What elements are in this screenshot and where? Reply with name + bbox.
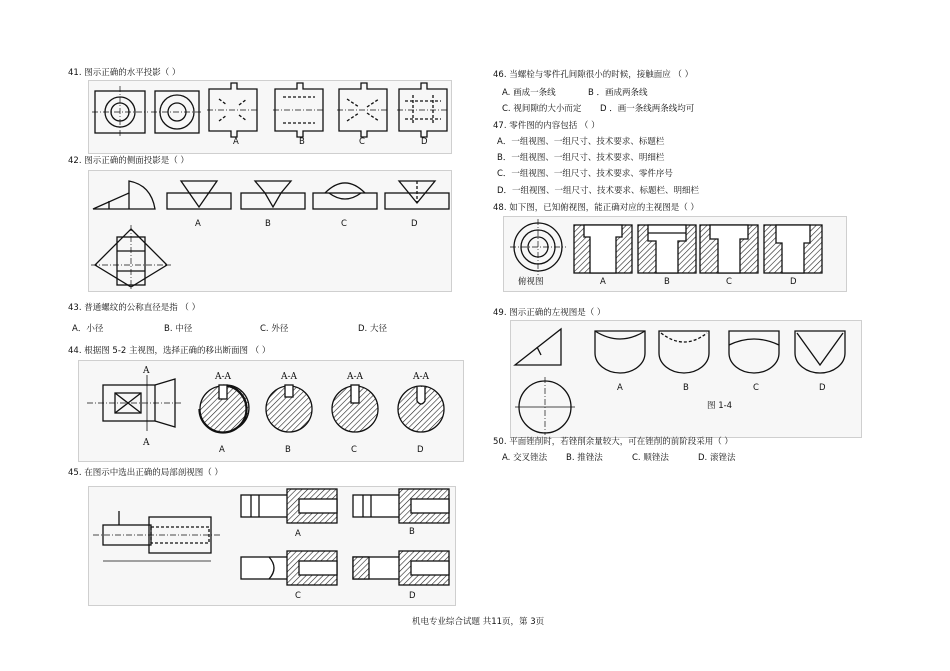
q48-option-b[interactable]: B [664,277,670,287]
q47-option-a[interactable]: A．一组视图、一组尺寸、技术要求、标题栏 [497,137,665,147]
q44-section-mark-bottom: A [143,438,150,448]
q44-section-mark-top: A [143,366,150,376]
question-48-figure [503,216,847,292]
q41-option-b[interactable]: B [299,137,305,147]
q50-option-c[interactable]: C. 顺锉法 [632,453,669,463]
q47-option-d[interactable]: D．一组视图、一组尺寸、技术要求、标题栏、明细栏 [497,186,700,196]
question-47-stem: 47. 零件图的内容包括 （ ） [493,121,600,131]
q48-option-a[interactable]: A [600,277,606,287]
q46-option-b[interactable]: B ．画成两条线 [588,88,648,98]
q41-option-a[interactable]: A [233,137,239,147]
q45-option-c[interactable]: C [295,591,301,601]
q49-figure-label: 图 1-4 [707,401,733,411]
q41-option-c[interactable]: C [359,137,365,147]
question-46-stem: 46. 当螺栓与零件孔间隙很小的时候，接触面应 （ ） [493,70,694,80]
q43-option-a[interactable]: A．小径 [72,324,104,334]
q48-option-c[interactable]: C [726,277,732,287]
q46-option-a[interactable]: A. 画成一条线 [502,88,556,98]
q44-option-a[interactable]: A [219,445,225,455]
q44-option-d[interactable]: D [417,445,424,455]
question-41-stem: 41. 图示正确的水平投影（ ） [68,68,181,78]
question-42-figure [88,170,452,292]
q44-section-label-a: A-A [215,372,232,382]
q41-option-d[interactable]: D [421,137,428,147]
q44-option-b[interactable]: B [285,445,291,455]
q46-option-d[interactable]: D ．画一条线两条线均可 [600,104,695,114]
q42-option-c[interactable]: C [341,219,347,229]
q49-option-a[interactable]: A [617,383,623,393]
question-43-stem: 43. 普通螺纹的公称直径是指 （ ） [68,303,201,313]
q50-option-a[interactable]: A. 交叉锉法 [502,453,548,463]
q49-option-d[interactable]: D [819,383,826,393]
question-48-stem: 48. 如下图，已知俯视图，能正确对应的主视图是（ ） [493,203,699,213]
question-44-stem: 44. 根据图 5-2 主视图，选择正确的移出断面图 （ ） [68,346,271,356]
q42-option-b[interactable]: B [265,219,271,229]
q45-option-b[interactable]: B [409,527,415,537]
question-42-stem: 42. 图示正确的侧面投影是（ ） [68,156,189,166]
question-44-figure [78,360,464,462]
q45-option-d[interactable]: D [409,591,416,601]
q50-option-b[interactable]: B. 推锉法 [566,453,603,463]
q42-option-d[interactable]: D [411,219,418,229]
question-45-figure [88,486,456,606]
q44-section-label-d: A-A [413,372,430,382]
q44-option-c[interactable]: C [351,445,357,455]
question-45-stem: 45. 在图示中选出正确的局部剖视图（ ） [68,468,223,478]
q47-option-b[interactable]: B．一组视图、一组尺寸、技术要求、明细栏 [497,153,665,163]
q42-option-a[interactable]: A [195,219,201,229]
question-41-figure [88,80,452,154]
q49-option-c[interactable]: C [753,383,759,393]
q43-option-d[interactable]: D. 大径 [358,324,387,334]
q47-option-c[interactable]: C．一组视图、一组尺寸、技术要求、零件序号 [497,169,673,179]
page-footer: 机电专业综合试题 共11页，第 3页 [412,617,545,627]
q48-option-d[interactable]: D [790,277,797,287]
q43-option-b[interactable]: B. 中径 [164,324,193,334]
q48-top-view-label: 俯视图 [518,277,544,287]
question-49-stem: 49. 图示正确的左视图是（ ） [493,308,606,318]
q49-option-b[interactable]: B [683,383,689,393]
question-50-stem: 50. 平面锉削时，若锉削余量较大，可在锉削的前阶段采用（ ） [493,437,733,447]
q46-option-c[interactable]: C. 视间隙的大小而定 [502,104,582,114]
question-49-figure [510,320,862,438]
q43-option-c[interactable]: C. 外径 [260,324,289,334]
q44-section-label-b: A-A [281,372,298,382]
q50-option-d[interactable]: D. 滚锉法 [698,453,736,463]
q45-option-a[interactable]: A [295,529,301,539]
q44-section-label-c: A-A [347,372,364,382]
